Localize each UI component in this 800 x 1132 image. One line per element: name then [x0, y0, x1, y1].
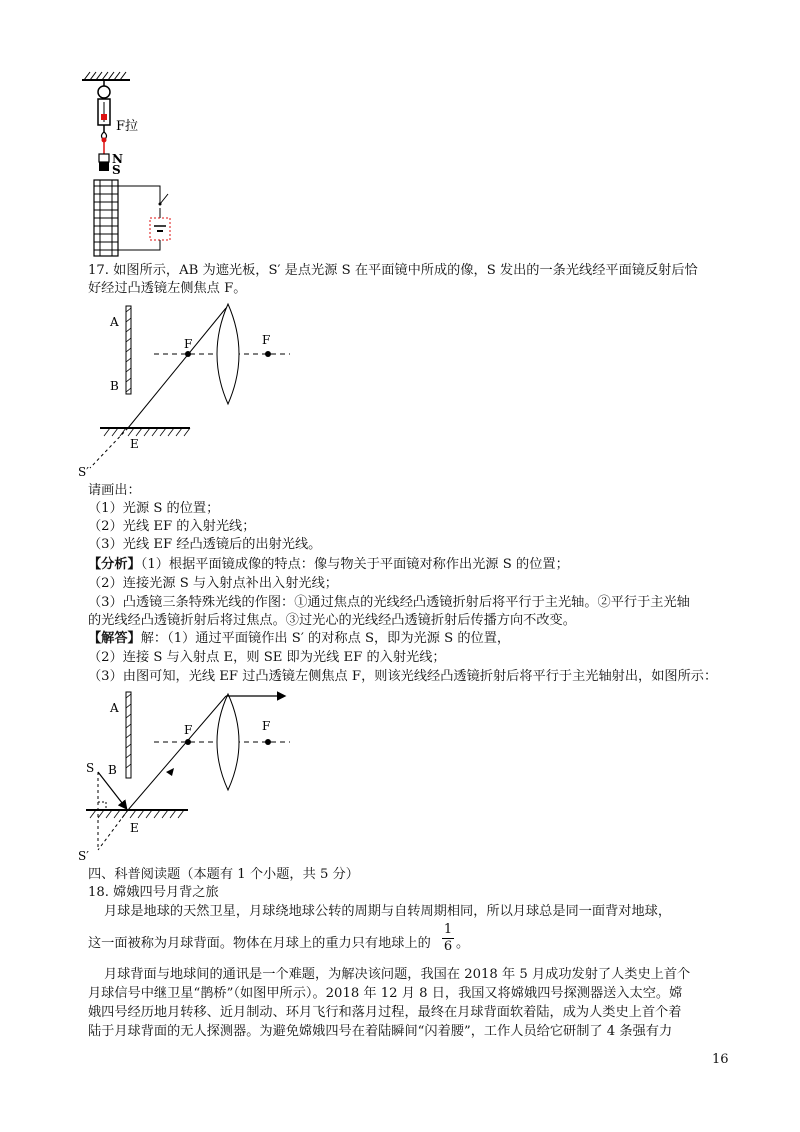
answer-3: （3）由图可知，光线 EF 过凸透镜左侧焦点 F，则该光线经凸透镜折射后将平行于主光轴射出，如图所示：	[88, 669, 718, 684]
section-four-heading: 四、科普阅读题（本题有 1 个小题，共 5 分）	[88, 867, 359, 882]
fraction-denominator: 6	[443, 939, 453, 954]
magnet-n-label: N	[112, 152, 123, 166]
label-f-left-answer: F	[184, 723, 193, 737]
force-label: F拉	[116, 119, 139, 134]
q18-title: 18. 嫦娥四号月背之旅	[88, 885, 219, 900]
q17-ask-3: （3）光线 EF 经凸透镜后的出射光线。	[88, 537, 322, 552]
q18-p2-d: 陆于月球背面的无人探测器。为避免嫦娥四号在着陆瞬间“闪着腰”，工作人员给它研制了 4 条强有力	[88, 1024, 673, 1039]
q18-p1-end: 。	[456, 936, 470, 951]
label-a-answer: A	[110, 701, 119, 715]
label-f-right-answer: F	[262, 719, 271, 733]
label-s-prime-answer: S′	[78, 849, 89, 863]
magnet-s-label: S	[112, 163, 121, 177]
q18-p2-a: 月球背面与地球间的通讯是一个难题，为解决该问题，我国在 2018 年 5 月成功发射了人类史上首个	[104, 967, 691, 982]
q17-ask-2: （2）光线 EF 的入射光线；	[88, 519, 256, 534]
q17-ask-1: （1）光源 S 的位置；	[88, 501, 220, 516]
q18-p2-b: 月球信号中继卫星“鹊桥”（如图甲所示）。2018 年 12 月 8 日，我国又将嫦娥四号探测器送入太空。嫦	[88, 986, 683, 1001]
figure-electromagnet	[78, 68, 198, 260]
q18-p1-b	[88, 935, 431, 953]
q17-stem-1: 17. 如图所示，AB 为遮光板，S′ 是点光源 S 在平面镜中所成的像，S 发出的一条光线经平面镜反射后恰	[88, 263, 698, 278]
analysis-3b: 的光线经凸透镜折射后将过焦点。③过光心的光线经凸透镜折射后传播方向不改变。	[88, 613, 576, 628]
label-b-answer: B	[108, 763, 117, 777]
answer-1: 解：（1）通过平面镜作出 S′ 的对称点 S，即为光源 S 的位置，	[140, 631, 511, 646]
answer-tag: 【解答】	[88, 631, 141, 646]
page-number: 16	[712, 1052, 729, 1067]
figure-q17-question	[78, 300, 318, 482]
label-f-right: F	[262, 333, 271, 347]
analysis-line-1	[88, 556, 569, 574]
analysis-tag: 【分析】	[88, 557, 141, 572]
answer-2: （2）连接 S 与入射点 E，则 SE 即为光线 EF 的入射光线；	[88, 650, 446, 665]
label-e-answer: E	[130, 821, 139, 835]
label-e: E	[130, 437, 139, 451]
q18-p2-c: 娥四号经历地月转移、近月制动、环月飞行和落月过程，最终在月球背面软着陆，成为人类史上首个着	[88, 1005, 682, 1020]
answer-line-1	[88, 630, 510, 648]
figure-q17-answer	[78, 686, 318, 864]
label-s-prime: S′	[78, 465, 89, 479]
label-s: S	[86, 761, 95, 775]
fraction-numerator: 1	[443, 922, 453, 937]
analysis-2: （2）连接光源 S 与入射点补出入射光线；	[88, 576, 338, 591]
label-f-left: F	[184, 337, 193, 351]
q17-ask: 请画出：	[88, 483, 141, 498]
analysis-1: （1）根据平面镜成像的特点：像与物关于平面镜对称作出光源 S 的位置；	[140, 557, 569, 572]
label-b: B	[110, 379, 119, 393]
q17-stem-2: 好经过凸透镜左侧焦点 F。	[88, 281, 247, 296]
fraction-one-sixth	[442, 922, 454, 954]
label-a: A	[110, 315, 119, 329]
q18-p1-b-text: 这一面被称为月球背面。物体在月球上的重力只有地球上的	[88, 936, 431, 951]
q18-p1-a: 月球是地球的天然卫星，月球绕地球公转的周期与自转周期相同，所以月球总是同一面背对地球，	[104, 904, 672, 919]
analysis-3a: （3）凸透镜三条特殊光线的作图：①通过焦点的光线经凸透镜折射后将平行于主光轴。②平行于主光轴	[88, 595, 690, 610]
